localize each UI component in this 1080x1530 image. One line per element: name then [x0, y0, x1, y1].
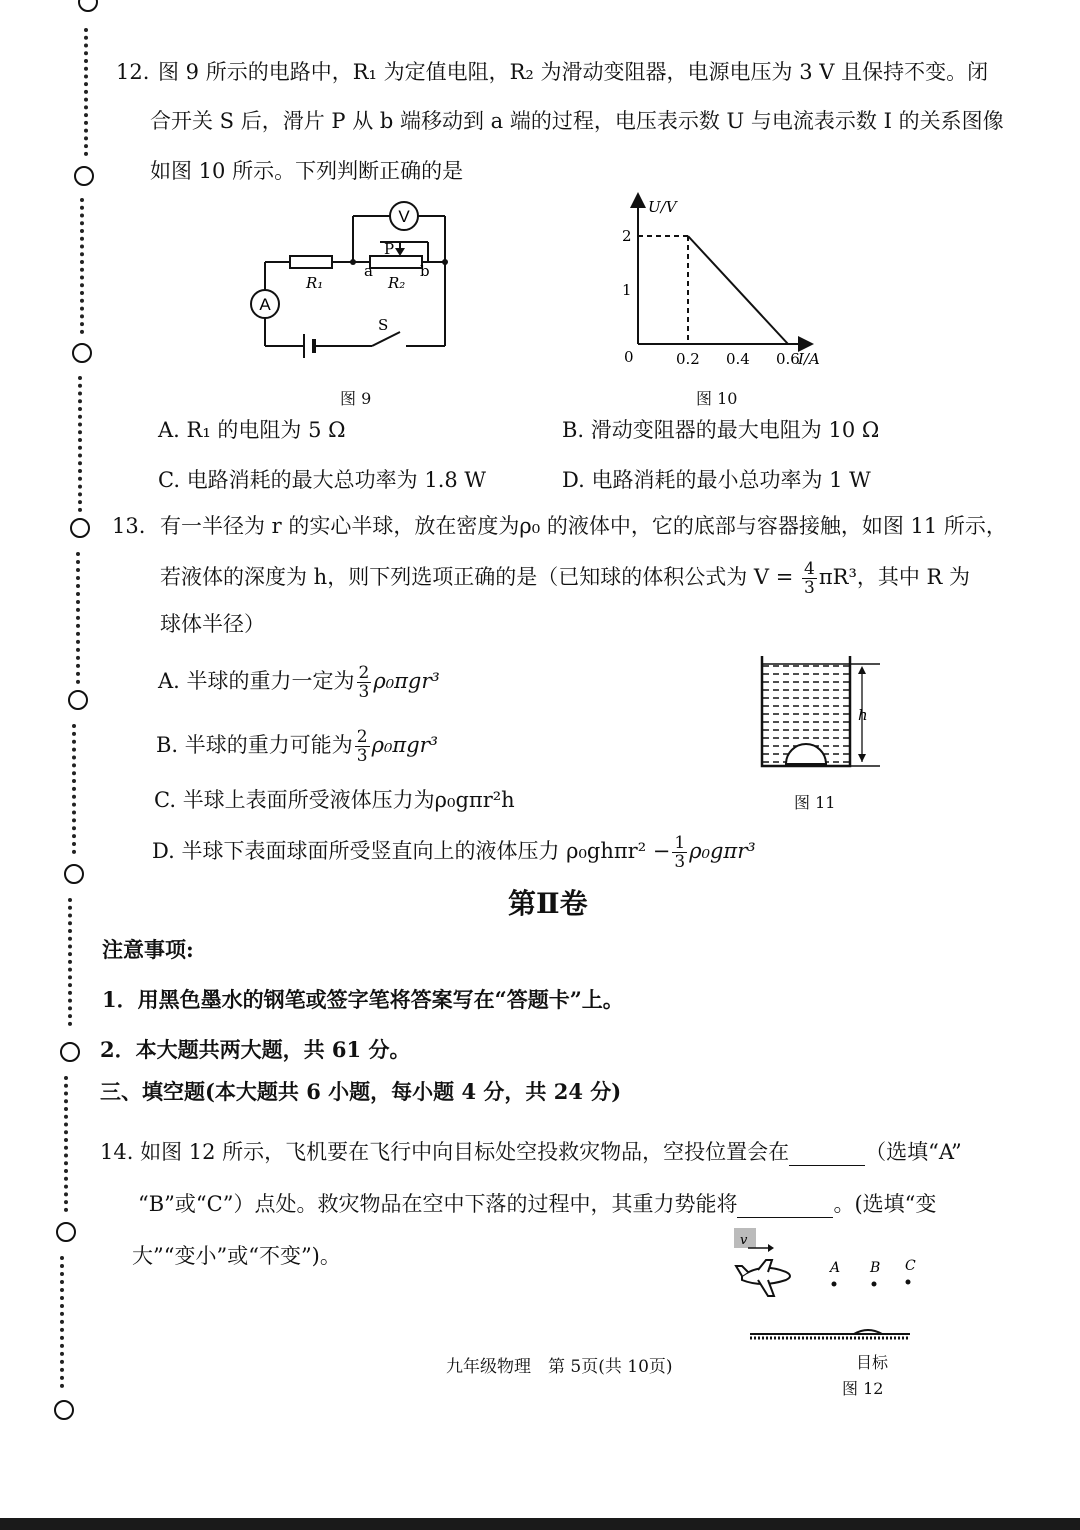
figure-11-caption: 图 11: [794, 793, 836, 812]
part-3-heading: 三、填空题(本大题共 6 小题，每小题 4 分，共 24 分): [100, 1079, 622, 1104]
option-formula: ρ₀gπr³: [689, 839, 756, 863]
answer-blank-2[interactable]: [737, 1197, 833, 1218]
figure-12-airdrop: [728, 1222, 928, 1352]
figure-10-caption: 图 10: [696, 389, 738, 408]
binding-hole: [56, 1222, 76, 1242]
option-text: 半球上表面所受液体压力为ρ₀gπr²h: [182, 788, 515, 812]
q12-option-c: [158, 466, 486, 494]
option-formula: ρ₀πgr³: [371, 733, 439, 757]
answer-blank-1[interactable]: [789, 1145, 865, 1166]
voltmeter-label: V: [398, 207, 410, 226]
option-letter: A.: [158, 418, 180, 442]
velocity-label: v: [740, 1233, 748, 1248]
q14-text: 如图 12 所示，飞机要在飞行中向目标处空投救灾物品，空投位置会在: [140, 1140, 790, 1164]
q13-line2-text: 若液体的深度为 h，则下列选项正确的是（已知球的体积公式为 V =: [160, 565, 794, 589]
figure-9-caption: 图 9: [340, 389, 372, 408]
binding-hole: [54, 1400, 74, 1420]
binding-line: [64, 1076, 72, 1212]
q13-stem-line2: [160, 560, 970, 597]
binding-line: [78, 376, 86, 512]
b-label: b: [420, 262, 430, 280]
s-label: S: [378, 316, 389, 334]
target-label: 目标: [856, 1353, 889, 1372]
r1-label: R₁: [306, 274, 324, 292]
fraction: $\frac{2}{3}$: [356, 727, 368, 766]
x-tick-label: 0.6: [776, 350, 800, 368]
figure-9-circuit: [240, 196, 470, 366]
option-text: 电路消耗的最小总功率为 1 W: [591, 468, 871, 492]
figure-11-container: [752, 654, 892, 776]
q14-number: 14.: [100, 1140, 134, 1164]
q12-number: 12.: [116, 60, 150, 84]
q14-hint: （选填“A”: [865, 1140, 962, 1164]
binding-hole: [72, 343, 92, 363]
airplane-icon: [736, 1260, 790, 1296]
binding-line: [68, 898, 76, 1026]
option-letter: C.: [158, 468, 180, 492]
q12-option-b: [562, 416, 879, 444]
notice-title: 注意事项:: [102, 937, 194, 962]
q12-option-d: [562, 466, 871, 494]
point-c: [906, 1280, 911, 1285]
q14-hint: 。(选填“变: [833, 1192, 937, 1216]
fraction: $\frac{1}{3}$: [674, 833, 686, 872]
q14-line1: [100, 1138, 962, 1166]
r2-label: R₂: [388, 274, 406, 292]
q13-line2-end: πR³，其中 R 为: [818, 565, 971, 589]
option-letter: B.: [562, 418, 585, 442]
section-title: 第Ⅱ卷: [508, 887, 588, 920]
q14-line2: [138, 1190, 936, 1218]
q14-line3: 大”“变小”或“不变”)。: [132, 1244, 341, 1268]
binding-line: [72, 724, 80, 854]
option-text: 半球下表面球面所受竖直向上的液体压力 ρ₀ghπr² −: [181, 839, 671, 863]
option-text: 半球的重力一定为: [186, 669, 355, 693]
option-letter: D.: [562, 468, 585, 492]
ammeter-label: A: [259, 295, 271, 314]
q13-option-b: [156, 728, 438, 765]
q12-stem-line3: 如图 10 所示。下列判断正确的是: [150, 159, 464, 183]
x-tick-label: 0.2: [676, 350, 700, 368]
q12-stem-line1: 图 9 所示的电路中，R₁ 为定值电阻，R₂ 为滑动变阻器，电源电压为 3 V 且保持不变。闭: [158, 60, 989, 84]
option-letter: A.: [158, 669, 180, 693]
page-footer: 九年级物理 第 5页(共 10页): [446, 1357, 673, 1377]
binding-line: [80, 198, 88, 334]
origin-label: 0: [624, 348, 634, 366]
scan-edge: [0, 1518, 1080, 1530]
q13-option-c: [154, 786, 515, 814]
option-formula: ρ₀πgr³: [373, 669, 440, 693]
fraction: $\frac{2}{3}$: [358, 663, 370, 702]
q14-text: “B”或“C”）点处。救灾物品在空中下落的过程中，其重力势能将: [138, 1192, 738, 1216]
binding-hole: [78, 0, 98, 12]
figure-12-caption: 图 12: [842, 1379, 884, 1398]
x-axis-label: I/A: [798, 350, 820, 368]
option-letter: C.: [154, 788, 176, 812]
notice-item-2: 2．本大题共两大题，共 61 分。: [100, 1037, 411, 1062]
option-text: 半球的重力可能为: [184, 733, 353, 757]
y-tick-label: 1: [622, 281, 632, 299]
a-label: a: [364, 262, 373, 280]
figure-10-chart: [612, 192, 832, 372]
fraction: $\frac{4}{3}$: [804, 559, 815, 598]
option-letter: D.: [152, 839, 175, 863]
point-b: [872, 1282, 877, 1287]
q13-number: 13.: [112, 514, 146, 538]
binding-hole: [64, 864, 84, 884]
notice-item-1: 1．用黑色墨水的钢笔或签字笔将答案写在“答题卡”上。: [102, 987, 624, 1012]
graph-line: [688, 236, 788, 344]
q13-stem-line3: 球体半径）: [160, 612, 265, 636]
point-b-label: B: [870, 1260, 881, 1276]
q12-option-a: [158, 416, 346, 444]
binding-hole: [74, 166, 94, 186]
binding-hole: [60, 1042, 80, 1062]
y-tick-label: 2: [622, 227, 632, 245]
binding-line: [76, 552, 84, 684]
point-a: [832, 1282, 837, 1287]
q12-stem-line2: 合开关 S 后，滑片 P 从 b 端移动到 a 端的过程，电压表示数 U 与电流表示数 I 的关系图像: [150, 109, 1004, 133]
point-c-label: C: [905, 1258, 916, 1274]
binding-hole: [68, 690, 88, 710]
point-a-label: A: [830, 1260, 841, 1276]
q13-option-d: [152, 834, 756, 871]
q13-stem-line1: 有一半径为 r 的实心半球，放在密度为ρ₀ 的液体中，它的底部与容器接触，如图 11 所示，: [160, 514, 1007, 538]
option-letter: B.: [156, 733, 179, 757]
h-label: h: [858, 706, 868, 724]
binding-line: [60, 1256, 68, 1388]
q13-option-a: [158, 664, 440, 701]
y-axis-label: U/V: [648, 198, 677, 216]
option-text: 滑动变阻器的最大电阻为 10 Ω: [590, 418, 880, 442]
option-text: 电路消耗的最大总功率为 1.8 W: [186, 468, 487, 492]
binding-line: [84, 28, 92, 156]
x-tick-label: 0.4: [726, 350, 750, 368]
p-label: P: [384, 240, 395, 258]
binding-hole: [70, 518, 90, 538]
option-text: R₁ 的电阻为 5 Ω: [186, 418, 346, 442]
